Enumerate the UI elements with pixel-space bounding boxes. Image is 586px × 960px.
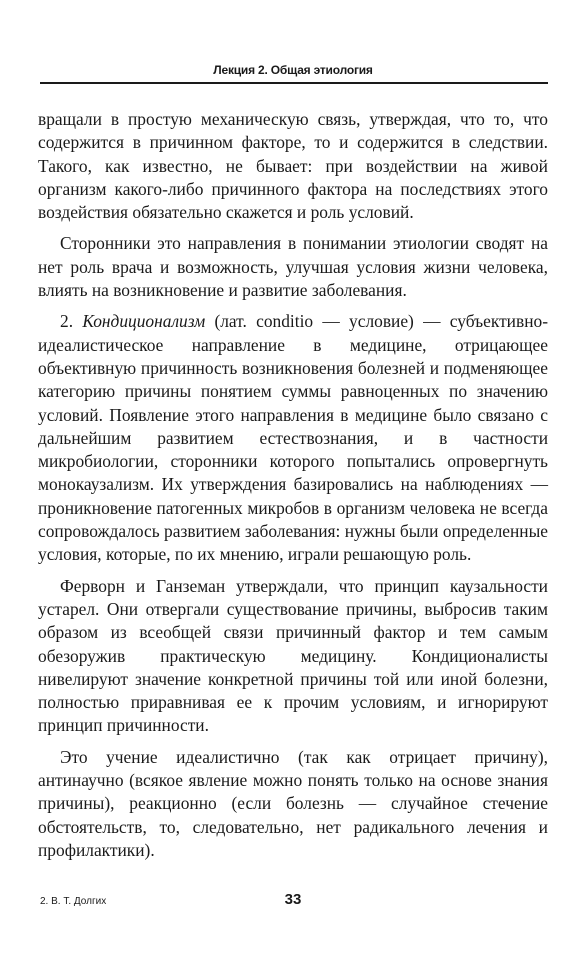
paragraph-number: 2. (60, 311, 83, 332)
paragraph-conditionalism-text: (лат. conditio — условие) — субъективно-идеалистическое направление в медицине, отрицающее объективную причинность возникновения болезней и подменяющее категорию причины понятием суммы равноценных по значению условий. Появление этого направления в медицине было связано с дальнейшим развитием естествознания, и в частности микробиологии, сторонники которого попытались опровергнуть монокаузализм. Их утверждения базировались на наблюдениях — проникновение патогенных микробов в организм человека не всегда сопровождалось развитием заболевания: нужны были определенные условия, которые, по их мнению, играли решающую роль. (38, 311, 548, 565)
header-rule (40, 82, 548, 84)
term-conditionalism: Кондиционализм (82, 311, 206, 332)
paragraph-idealistic: Это учение идеалистично (так как отрицает причину), антинаучно (всякое явление можно понять только на основе знания причины), реакционно (если болезнь — случайное стечение обстоятельств, то, следовательно, нет радикального лечения и профилактики). (38, 746, 548, 860)
paragraph-verworn: Ферворн и Ганземан утверждали, что принцип каузальности устарел. Они отвергали существование причины, выбросив таким образом из всеобщей связи причинный фактор и тем самым обезоружив практическую медицину. Кондиционалисты нивелируют значение конкретной причины той или иной болезни, полностью приравнивая ее к прочим условиям, и игнорируют принцип причинности. (38, 575, 548, 736)
page-number: 33 (284, 891, 302, 908)
paragraph-conditionalism (38, 310, 548, 566)
paragraph-continued: вращали в простую механическую связь, утверждая, что то, что содержится в причинном факторе, то и содержится в следствии. Такого, как известно, не бывает: при воздействии на живой организм какого-либо причинного фактора на последствиях этого воздействия обязательно скажется и роль условий. (38, 109, 548, 223)
running-title: Лекция 2. Общая этиология (213, 63, 373, 77)
footer-author-mark: 2. В. Т. Долгих (40, 896, 107, 907)
paragraph-supporters: Сторонники это направления в понимании этиологии сводят на нет роль врача и возможность, улучшая условия жизни человека, влиять на возникновение и развитие заболевания. (38, 233, 548, 301)
body-text (38, 108, 548, 870)
